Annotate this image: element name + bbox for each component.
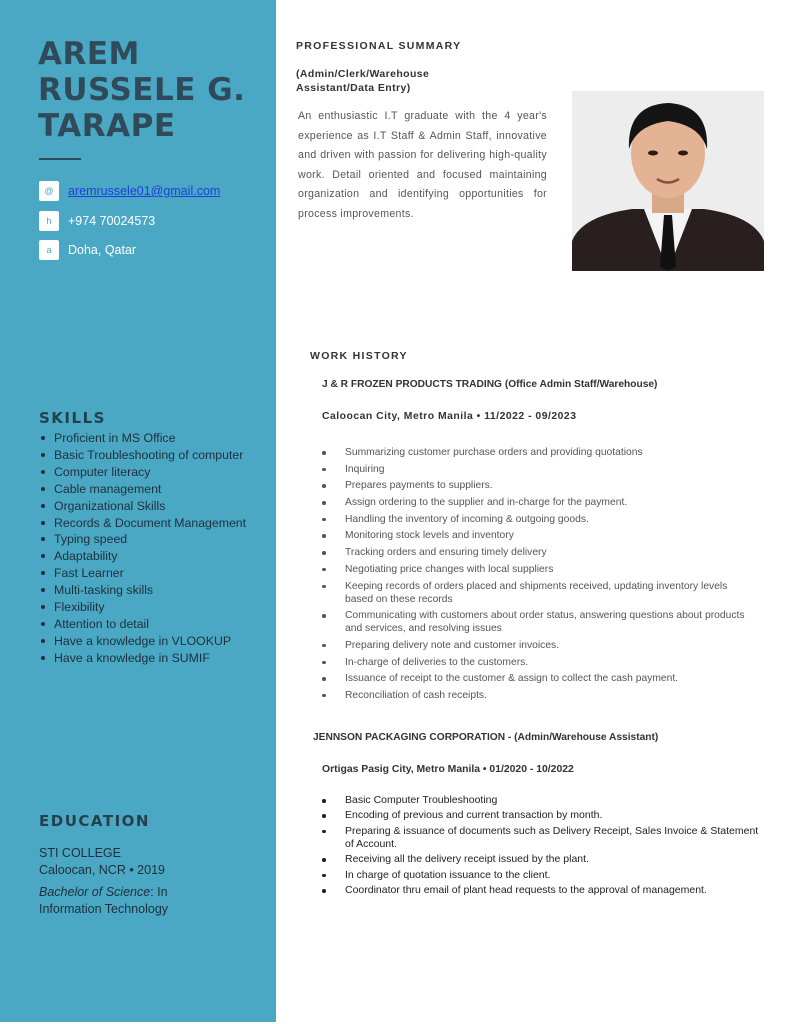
degree-rest: : In: [150, 885, 168, 899]
work-heading: WORK HISTORY: [310, 350, 408, 362]
job-duties-list: [320, 446, 758, 706]
list-item: Keeping records of orders placed and shipments received, updating inventory levels based on these records: [320, 580, 758, 606]
list-item: Basic Computer Troubleshooting: [320, 794, 760, 807]
list-item: Multi-tasking skills: [39, 582, 271, 599]
name-divider: [39, 158, 81, 160]
list-item: Handling the inventory of incoming & outgoing goods.: [320, 513, 758, 526]
list-item: Records & Document Management: [39, 515, 271, 532]
location-text: Doha, Qatar: [68, 243, 137, 257]
name-line: RUSSELE G.: [38, 72, 246, 108]
summary-role-line: Assistant/Data Entry): [296, 82, 411, 94]
job-title: J & R FROZEN PRODUCTS TRADING (Office Admin Staff/Warehouse): [322, 379, 658, 390]
job-location-dates: Caloocan City, Metro Manila • 11/2022 - 09/2023: [322, 411, 577, 422]
candidate-name: [38, 36, 268, 144]
name-line: TARAPE: [38, 108, 176, 144]
list-item: Computer literacy: [39, 464, 271, 481]
education-school: STI COLLEGE: [39, 846, 121, 860]
list-item: Reconciliation of cash receipts.: [320, 689, 758, 702]
education-heading: EDUCATION: [39, 812, 150, 830]
email-link[interactable]: aremrussele01@gmail.com: [68, 184, 221, 198]
location-icon: a: [39, 240, 59, 260]
education-degree: [39, 884, 269, 901]
list-item: In-charge of deliveries to the customers.: [320, 656, 758, 669]
job-title: JENNSON PACKAGING CORPORATION - (Admin/Warehouse Assistant): [313, 732, 659, 743]
list-item: Have a knowledge in SUMIF: [39, 650, 271, 667]
education-location-year: Caloocan, NCR • 2019: [39, 863, 165, 877]
list-item: Fast Learner: [39, 565, 271, 582]
list-item: Issuance of receipt to the customer & assign to collect the cash payment.: [320, 672, 758, 685]
list-item: Receiving all the delivery receipt issued by the plant.: [320, 853, 760, 866]
list-item: Flexibility: [39, 599, 271, 616]
list-item: Have a knowledge in VLOOKUP: [39, 633, 271, 650]
list-item: Proficient in MS Office: [39, 430, 271, 447]
summary-heading: PROFESSIONAL SUMMARY: [296, 40, 462, 52]
summary-text: An enthusiastic I.T graduate with the 4 year's experience as I.T Staff & Admin Staff, innovative and driven with passion for delivering high-quality work. Detail oriented and focused maintaining organization and identifying opportunities for process improvements.: [298, 110, 547, 220]
education-field: Information Technology: [39, 902, 169, 916]
list-item: Communicating with customers about order status, answering questions about products and services, and resolving issues: [320, 609, 758, 635]
phone-number: +974 70024573: [68, 214, 156, 228]
list-item: Encoding of previous and current transaction by month.: [320, 809, 760, 822]
contact-email: [39, 181, 220, 201]
list-item: Adaptability: [39, 548, 271, 565]
job-duties-list: [320, 794, 760, 900]
list-item: Negotiating price changes with local suppliers: [320, 563, 758, 576]
list-item: Preparing & issuance of documents such as Delivery Receipt, Sales Invoice & Statement of Account.: [320, 825, 760, 850]
job-location-dates: Ortigas Pasig City, Metro Manila • 01/2020 - 10/2022: [322, 764, 574, 775]
contact-phone: [39, 211, 155, 231]
degree-italic: Bachelor of Science: [39, 885, 151, 899]
summary-role: [296, 67, 429, 95]
list-item: In charge of quotation issuance to the client.: [320, 869, 760, 882]
skills-heading: SKILLS: [39, 409, 106, 427]
list-item: Preparing delivery note and customer invoices.: [320, 639, 758, 652]
list-item: Summarizing customer purchase orders and providing quotations: [320, 446, 758, 459]
profile-photo: [572, 91, 764, 271]
list-item: Prepares payments to suppliers.: [320, 479, 758, 492]
list-item: Cable management: [39, 481, 271, 498]
list-item: Attention to detail: [39, 616, 271, 633]
skills-list: [39, 430, 271, 667]
contact-location: [39, 240, 136, 260]
list-item: Coordinator thru email of plant head requests to the approval of management.: [320, 884, 760, 897]
list-item: Organizational Skills: [39, 498, 271, 515]
list-item: Inquiring: [320, 463, 758, 476]
phone-icon: h: [39, 211, 59, 231]
summary-role-line: (Admin/Clerk/Warehouse: [296, 68, 430, 80]
list-item: Assign ordering to the supplier and in-charge for the payment.: [320, 496, 758, 509]
portrait-image: [572, 91, 764, 271]
list-item: Tracking orders and ensuring timely delivery: [320, 546, 758, 559]
list-item: Monitoring stock levels and inventory: [320, 529, 758, 542]
list-item: Typing speed: [39, 531, 271, 548]
name-line: AREM: [38, 36, 140, 72]
email-icon: @: [39, 181, 59, 201]
list-item: Basic Troubleshooting of computer: [39, 447, 271, 464]
